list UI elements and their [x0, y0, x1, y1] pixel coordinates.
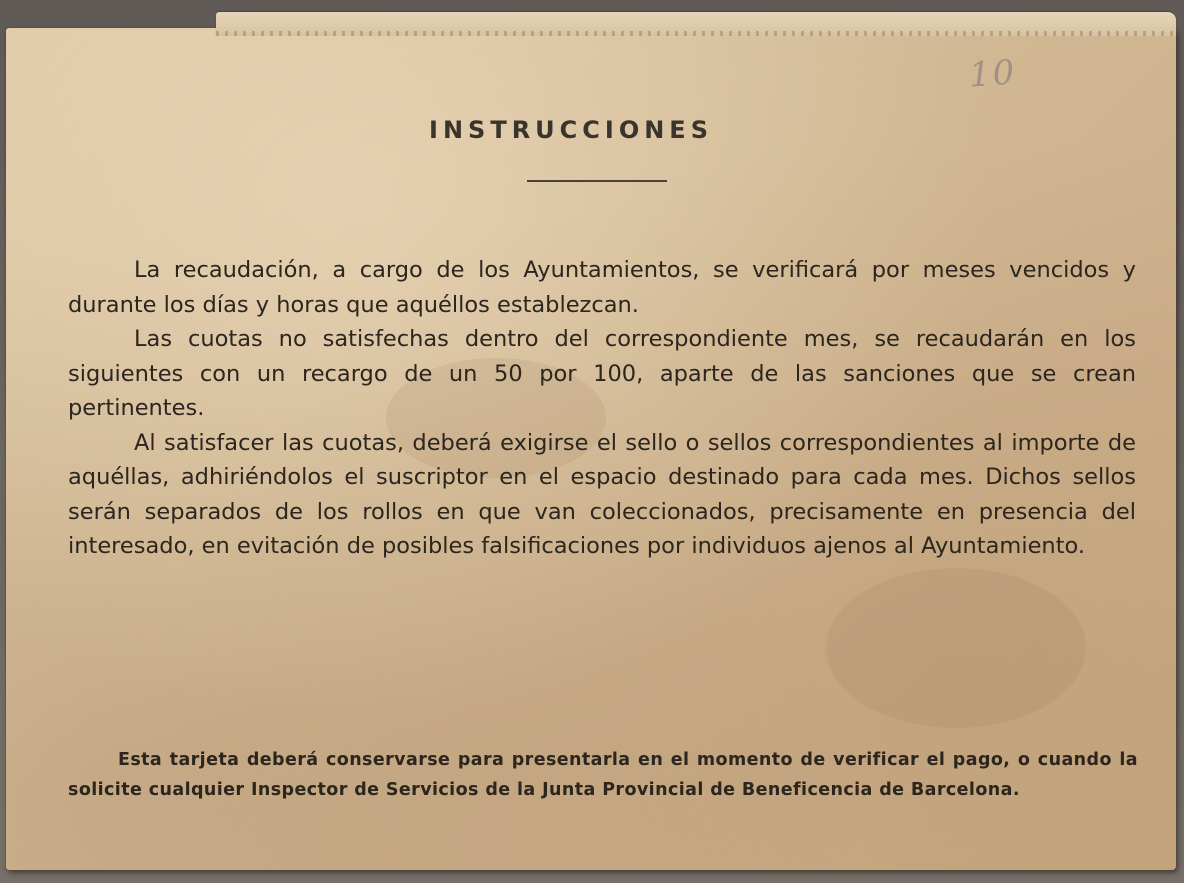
page-title: INSTRUCCIONES	[429, 116, 713, 144]
instruction-paragraph-3: Al satisfacer las cuotas, deberá exigirse el sello o sellos correspondientes al importe de aquéllas, adhiriéndolos el suscriptor en el espacio destinado para cada mes. Dichos sellos serán separados de los rollos en que van coleccionados, precisamente en presencia del interesado, en evitación de posibles falsificaciones por individuos ajenos al Ayuntamiento.	[68, 429, 1136, 559]
instruction-paragraph-2: Las cuotas no satisfechas dentro del correspondiente mes, se recaudarán en los siguientes con un recargo de un 50 por 100, aparte de las sanciones que se crean pertinentes.	[68, 326, 1136, 421]
torn-paper-edge	[216, 12, 1176, 36]
title-divider	[527, 180, 667, 182]
handwritten-note: 10	[967, 52, 1018, 96]
instructions-body	[68, 253, 1136, 564]
instruction-paragraph-1: La recaudación, a cargo de los Ayuntamientos, se verificará por meses vencidos y durante los días y horas que aquéllos establezcan.	[68, 257, 1136, 318]
footer-notice	[68, 746, 1138, 805]
paper-stain	[826, 568, 1086, 728]
instruction-card	[6, 28, 1176, 870]
footer-notice-text: Esta tarjeta deberá conservarse para presentarla en el momento de verificar el pago, o cuando la solicite cualquier Inspector de Servicios de la Junta Provincial de Beneficencia de Barcelona.	[68, 750, 1138, 800]
